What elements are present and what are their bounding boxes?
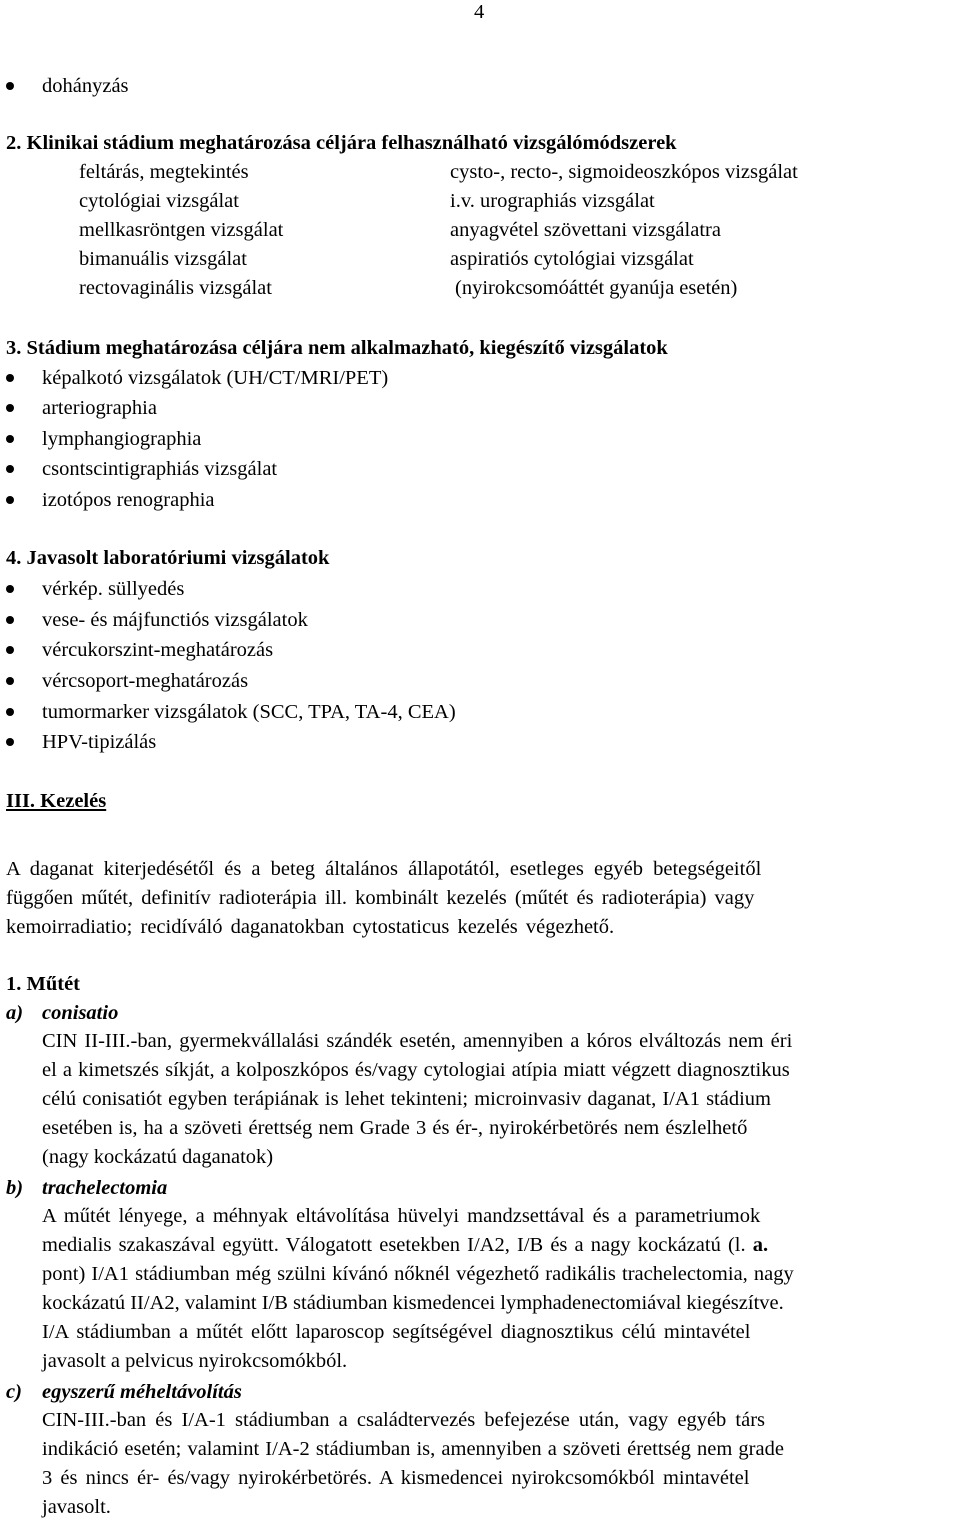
paragraph-line: A daganat kiterjedésétől és a beteg általános állapotától, esetleges egyéb betegségeitől xyxy=(6,858,762,880)
item-a-letter: a) xyxy=(6,1002,24,1024)
paragraph-line: I/A stádiumban a műtét előtt laparoscop segítségével diagnosztikus célú mintavétel xyxy=(42,1321,751,1343)
sec2-right-item: (nyirokcsomóáttét gyanúja esetén) xyxy=(455,277,738,299)
sec2-left-item: cytológiai vizsgálat xyxy=(79,190,239,212)
bullet-icon xyxy=(6,677,14,685)
paragraph-line: függően műtét, definitív radioterápia ill. kombinált kezelés (műtét és radioterápia) vagy xyxy=(6,887,755,909)
item-c-title: egyszerű méheltávolítás xyxy=(42,1381,242,1403)
bullet-icon xyxy=(6,646,14,654)
paragraph-line: (nagy kockázatú daganatok) xyxy=(42,1146,274,1168)
bullet-icon xyxy=(6,82,14,90)
paragraph-line: el a kimetszés síkját, a kolposzkópos és/vagy cytologiai atípia miatt végzett diagnosztikus xyxy=(42,1059,790,1081)
item-b-text xyxy=(42,1202,955,1376)
section-4-heading: 4. Javasolt laboratóriumi vizsgálatok xyxy=(6,547,330,569)
paragraph-line: pont) I/A1 stádiumban még szülni kívánó nőknél végezhető radikális trachelectomia, nagy xyxy=(42,1263,794,1285)
surgery-heading: 1. Műtét xyxy=(6,973,81,995)
section-2-heading: 2. Klinikai stádium meghatározása céljára felhasználható vizsgálómódszerek xyxy=(6,132,677,154)
item-c-text xyxy=(42,1406,955,1522)
item-b-title: trachelectomia xyxy=(42,1177,168,1199)
paragraph-line: célú conisatiót egyben terápiának is lehet tekinteni; microinvasiv daganat, I/A1 stádium xyxy=(42,1088,771,1110)
sec2-right-item: i.v. urographiás vizsgálat xyxy=(450,190,655,212)
bullet-icon xyxy=(6,738,14,746)
bullet-icon xyxy=(6,465,14,473)
paragraph-line: kockázatú II/A2, valamint I/B stádiumban kismedencei lymphadenectomiával kiegészítve. xyxy=(42,1292,784,1314)
paragraph-line: CIN II-III.-ban, gyermekvállalási szándék esetén, amennyiben a kóros elváltozás nem éri xyxy=(42,1030,793,1052)
bullet-icon xyxy=(6,496,14,504)
item-a-text xyxy=(42,1027,955,1172)
bullet-icon xyxy=(6,585,14,593)
paragraph-line: javasolt. xyxy=(42,1496,111,1518)
paragraph-line: medialis szakaszával együtt. Válogatott esetekben I/A2, I/B és a nagy kockázatú (l. a. xyxy=(42,1234,769,1256)
bullet-icon xyxy=(6,708,14,716)
bullet-icon xyxy=(6,374,14,382)
paragraph-line: CIN-III.-ban és I/A-1 stádiumban a családtervezés befejezése után, vagy egyéb társ xyxy=(42,1409,766,1431)
treatment-paragraph xyxy=(6,855,954,942)
paragraph-line: A műtét lényege, a méhnyak eltávolítása hüvelyi mandzsettával és a parametriumok xyxy=(42,1205,761,1227)
bold-reference: a. xyxy=(752,1234,769,1256)
paragraph-line: indikáció esetén; valamint I/A-2 stádiumban is, amennyiben a szöveti érettség nem grade xyxy=(42,1438,784,1460)
sec2-right-item: cysto-, recto-, sigmoideoszkópos vizsgálat xyxy=(450,161,798,183)
sec2-left-item: rectovaginális vizsgálat xyxy=(79,277,272,299)
sec2-left-item: feltárás, megtekintés xyxy=(79,161,249,183)
paragraph-line: javasolt a pelvicus nyirokcsomókból. xyxy=(42,1350,348,1372)
sec2-left-item: bimanuális vizsgálat xyxy=(79,248,247,270)
item-b-letter: b) xyxy=(6,1177,24,1199)
sec2-right-item: aspiratiós cytológiai vizsgálat xyxy=(450,248,694,270)
sec2-right-item: anyagvétel szövettani vizsgálatra xyxy=(450,219,721,241)
paragraph-line: esetében is, ha a szöveti érettség nem Grade 3 és ér-, nyirokérbetörés nem észlelhető xyxy=(42,1117,748,1139)
sec2-left-item: mellkasröntgen vizsgálat xyxy=(79,219,284,241)
bullet-icon xyxy=(6,435,14,443)
item-c-letter: c) xyxy=(6,1381,22,1403)
item-a-title: conisatio xyxy=(42,1002,119,1024)
bullet-icon xyxy=(6,404,14,412)
page-number: 4 xyxy=(474,1,485,23)
paragraph-line: kemoirradiatio; recidíváló daganatokban cytostaticus kezelés végezhető. xyxy=(6,916,615,938)
section-3-heading: 3. Stádium meghatározása céljára nem alkalmazható, kiegészítő vizsgálatok xyxy=(6,337,668,359)
paragraph-line: 3 és nincs ér- és/vagy nyirokérbetörés. A kismedencei nyirokcsomókból mintavétel xyxy=(42,1467,750,1489)
section-iii-heading: III. Kezelés xyxy=(6,790,107,812)
bullet-icon xyxy=(6,616,14,624)
